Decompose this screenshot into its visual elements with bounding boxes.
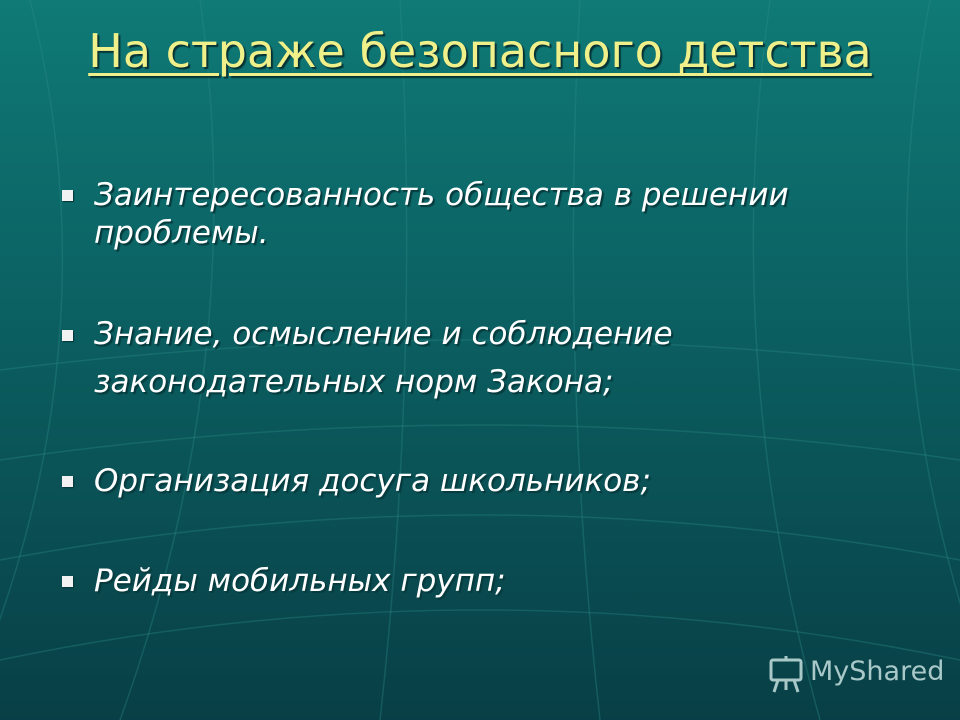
presentation-board-icon xyxy=(766,654,806,694)
square-bullet-icon xyxy=(62,576,73,587)
square-bullet-icon xyxy=(62,190,73,201)
slide-title: На страже безопасного детства xyxy=(88,24,872,78)
bullet-text: Организация досуга школьников; xyxy=(94,463,651,499)
watermark-text: MyShared xyxy=(810,656,945,687)
square-bullet-icon xyxy=(62,330,73,341)
bullet-text: Заинтересованность общества в решении проблемы. xyxy=(94,177,789,251)
bullet-text: Рейды мобильных групп; xyxy=(94,563,506,599)
bullet-text: Знание, осмысление и соблюдение законодательных норм Закона; xyxy=(94,316,673,400)
watermark xyxy=(766,652,946,696)
square-bullet-icon xyxy=(62,476,73,487)
